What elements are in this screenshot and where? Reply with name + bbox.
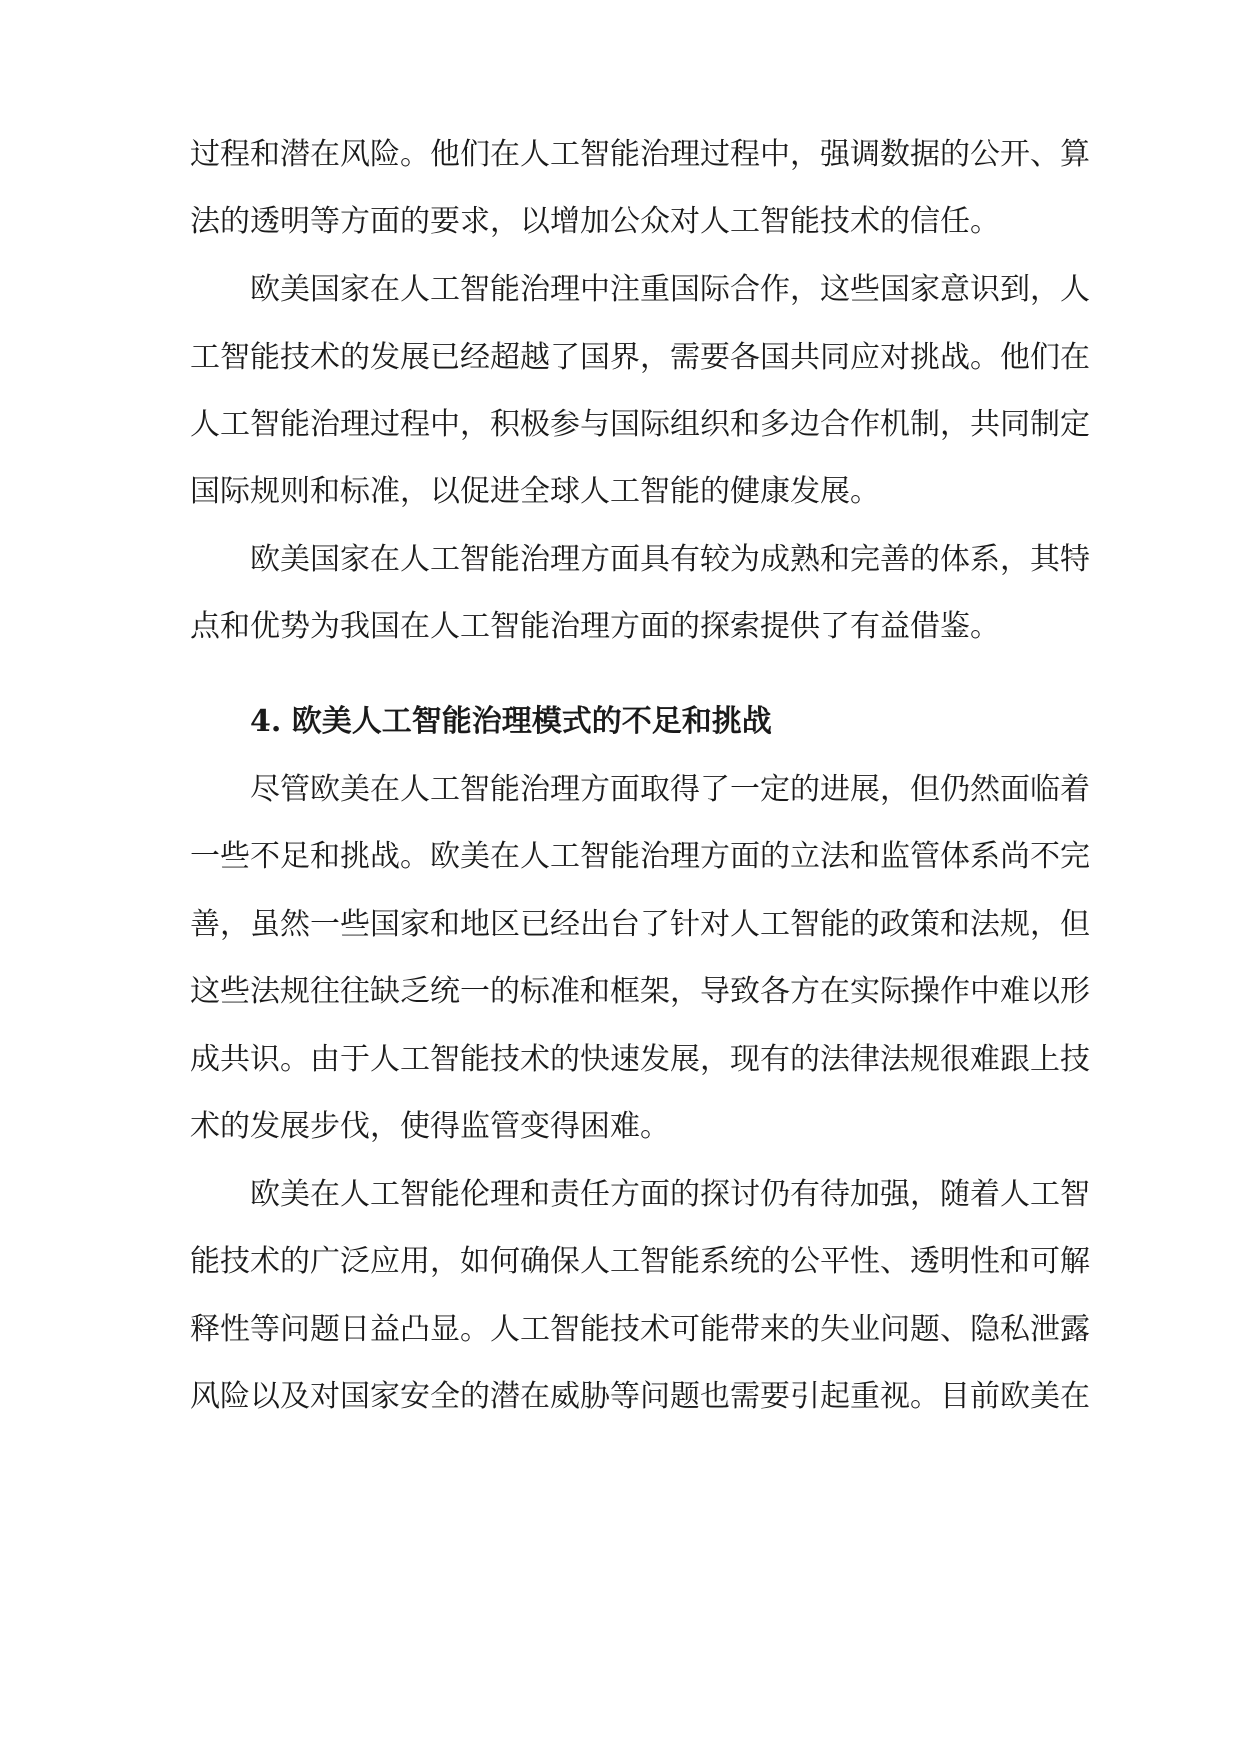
- text-line: 释 性 等 问 题 日 益 凸 显 。 人 工 智 能 技 术 可 能 带 来 的 失 业 问 题 、 隐 私 泄 露: [190, 1312, 1090, 1347]
- section-heading: 4. 欧美人工智能治理模式的不足和挑战: [250, 704, 772, 739]
- text-line: 法的透明等方面的要求，以增加公众对人工智能技术的信任。: [190, 204, 1000, 239]
- text-line: 欧 美 在 人 工 智 能 伦 理 和 责 任 方 面 的 探 讨 仍 有 待 加 强 ， 随 着 人 工 智: [250, 1177, 1090, 1212]
- text-line: 过 程 和 潜 在 风 险 。 他 们 在 人 工 智 能 治 理 过 程 中 ， 强 调 数 据 的 公 开 、 算: [190, 137, 1090, 172]
- text-line: 工 智 能 技 术 的 发 展 已 经 超 越 了 国 界 ， 需 要 各 国 共 同 应 对 挑 战 。 他 们 在: [190, 340, 1090, 375]
- text-line: 能 技 术 的 广 泛 应 用 ， 如 何 确 保 人 工 智 能 系 统 的 公 平 性 、 透 明 性 和 可 解: [190, 1244, 1090, 1279]
- text-line: 风 险 以 及 对 国 家 安 全 的 潜 在 威 胁 等 问 题 也 需 要 引 起 重 视 。 目 前 欧 美 在: [190, 1379, 1090, 1414]
- text-line: 成 共 识 。 由 于 人 工 智 能 技 术 的 快 速 发 展 ， 现 有 的 法 律 法 规 很 难 跟 上 技: [190, 1042, 1090, 1077]
- text-line: 人 工 智 能 治 理 过 程 中 ， 积 极 参 与 国 际 组 织 和 多 边 合 作 机 制 ， 共 同 制 定: [190, 407, 1090, 442]
- text-line: 善 ， 虽 然 一 些 国 家 和 地 区 已 经 出 台 了 针 对 人 工 智 能 的 政 策 和 法 规 ， 但: [190, 907, 1090, 942]
- text-line: 国际规则和标准，以促进全球人工智能的健康发展。: [190, 474, 880, 509]
- text-line: 点和优势为我国在人工智能治理方面的探索提供了有益借鉴。: [190, 609, 1000, 644]
- text-line: 欧 美 国 家 在 人 工 智 能 治 理 方 面 具 有 较 为 成 熟 和 完 善 的 体 系 ， 其 特: [250, 542, 1090, 577]
- text-line: 一 些 不 足 和 挑 战 。 欧 美 在 人 工 智 能 治 理 方 面 的 立 法 和 监 管 体 系 尚 不 完: [190, 839, 1090, 874]
- text-line: 尽 管 欧 美 在 人 工 智 能 治 理 方 面 取 得 了 一 定 的 进 展 ， 但 仍 然 面 临 着: [250, 772, 1090, 807]
- text-line: 欧 美 国 家 在 人 工 智 能 治 理 中 注 重 国 际 合 作 ， 这 些 国 家 意 识 到 ， 人: [250, 272, 1090, 307]
- text-line: 术的发展步伐，使得监管变得困难。: [190, 1109, 670, 1144]
- text-line: 这 些 法 规 往 往 缺 乏 统 一 的 标 准 和 框 架 ， 导 致 各 方 在 实 际 操 作 中 难 以 形: [190, 974, 1090, 1009]
